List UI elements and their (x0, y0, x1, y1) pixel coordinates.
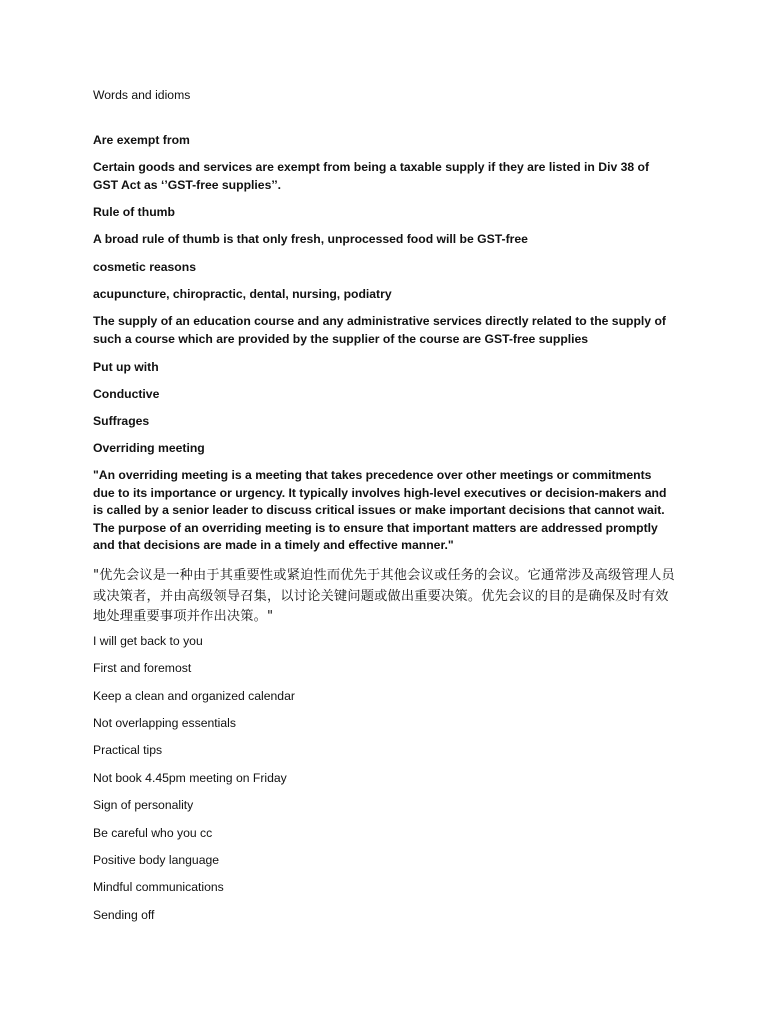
example-exempt-from: Certain goods and services are exempt from being a taxable supply if they are listed in Div 38 of GST Act as ‘’GST-free supplies’’. (93, 160, 650, 192)
definition-overriding-meeting: "An overriding meeting is a meeting that takes precedence over other meetings or commitments due to its importance or urgency. It typically involves high-level executives or decision-makers and is called by a senior leader to discuss critical issues or make important decisions that cannot wait. The purpose of an overriding meeting is to ensure that important matters are addressed promptly and that decisions are made in a timely and effective manner." (93, 468, 667, 553)
term-mindful-communications: Mindful communications (93, 880, 224, 894)
term-get-back-to-you: I will get back to you (93, 634, 203, 648)
term-put-up-with: Put up with (93, 360, 159, 374)
term-sending-off: Sending off (93, 908, 155, 922)
term-exempt-from: Are exempt from (93, 133, 190, 147)
term-first-and-foremost: First and foremost (93, 661, 192, 675)
term-not-overlapping: Not overlapping essentials (93, 716, 236, 730)
term-rule-of-thumb: Rule of thumb (93, 205, 175, 219)
term-health-services: acupuncture, chiropractic, dental, nursing, podiatry (93, 287, 392, 301)
term-careful-cc: Be careful who you cc (93, 826, 213, 840)
example-rule-of-thumb: A broad rule of thumb is that only fresh, unprocessed food will be GST-free (93, 232, 528, 246)
term-conductive: Conductive (93, 387, 160, 401)
term-body-language: Positive body language (93, 853, 220, 867)
term-organized-calendar: Keep a clean and organized calendar (93, 689, 295, 703)
document-title: Words and idioms (93, 88, 191, 102)
term-friday-meeting: Not book 4.45pm meeting on Friday (93, 771, 287, 785)
term-sign-of-personality: Sign of personality (93, 798, 194, 812)
term-suffrages: Suffrages (93, 414, 150, 428)
term-overriding-meeting: Overriding meeting (93, 441, 205, 455)
chinese-definition-overriding-meeting: "优先会议是一种由于其重要性或紧迫性而优先于其他会议或任务的会议。它通常涉及高级管理人员或决策者，并由高级领导召集，以讨论关键问题或做出重要决策。优先会议的目的是确保及时有效地处理重要事项并作出决策。" (93, 568, 675, 624)
term-cosmetic-reasons: cosmetic reasons (93, 260, 196, 274)
example-education-course: The supply of an education course and any administrative services directly related to the supply of such a course which are provided by the supplier of the course are GST-free supplies (93, 314, 666, 346)
term-practical-tips: Practical tips (93, 743, 163, 757)
